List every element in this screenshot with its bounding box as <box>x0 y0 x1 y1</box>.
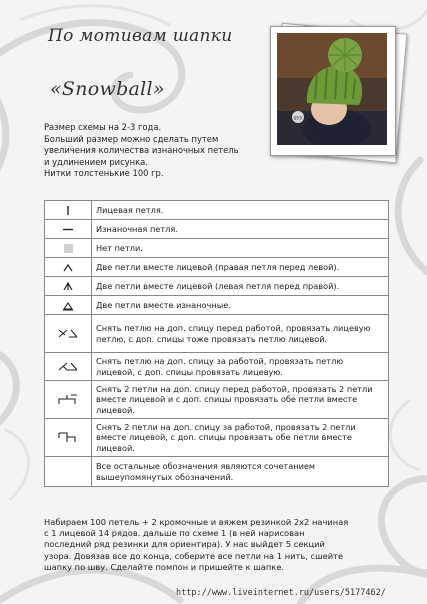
title-line-2: «Snowball» <box>50 78 165 100</box>
intro-line: Размер схемы на 2-3 года. <box>44 122 162 132</box>
cable-front-1-icon <box>57 328 79 339</box>
cable-front-2-icon <box>57 394 79 405</box>
legend-row <box>45 201 389 220</box>
instructions-line: с 1 лицевой 14 рядов. дальше по схеме 1 (в ней нарисован <box>44 528 305 539</box>
intro-line: и удлинением рисунка. <box>44 156 148 167</box>
legend-text: Снять петлю на доп. спицу за работой, провязать петлю лицевой, с доп. спицы провязать лицевую. <box>92 353 389 381</box>
instructions-line: Набираем 100 петель + 2 кромочные и вяжем резинкой 2х2 начиная <box>44 517 349 527</box>
legend-symbol-cell <box>45 419 92 457</box>
legend-symbol-cell <box>45 457 92 487</box>
photo-frame <box>268 24 408 164</box>
hat-photo <box>277 33 387 145</box>
legend-row <box>45 277 389 296</box>
legend-row <box>45 353 389 381</box>
legend-symbol-cell <box>45 381 92 419</box>
photo-badge: gyy <box>293 115 303 121</box>
legend-symbol-cell <box>45 258 92 277</box>
legend-symbol-cell <box>45 201 92 220</box>
instructions-line: шапку по шву. Сделайте помпон и пришейте к шапке. <box>44 561 285 572</box>
instructions-text <box>44 517 394 573</box>
photo-frame-front <box>270 26 396 156</box>
legend-text: Все остальные обозначения являются сочетанием вышеупомянутых обозначений. <box>92 457 389 487</box>
legend-text: Снять 2 петли на доп. спицу перед работой, провязать 2 петли вместе лицевой и с доп. спицы провязать обе петли вместе лицевой. <box>92 381 389 419</box>
intro-text <box>44 122 274 180</box>
legend-symbol-cell <box>45 220 92 239</box>
legend-symbol-cell <box>45 315 92 353</box>
legend-text: Нет петли. <box>92 239 389 258</box>
k2tog-right-icon <box>62 262 74 273</box>
cable-back-1-icon <box>57 361 79 372</box>
intro-line: увеличения количества изнаночных петель <box>44 145 239 156</box>
child-in-hat-illustration <box>277 33 387 145</box>
title-line-1: По мотивам шапки <box>48 26 233 46</box>
legend-row <box>45 220 389 239</box>
legend-symbol-cell <box>45 296 92 315</box>
legend-text: Две петли вместе изнаночные. <box>92 296 389 315</box>
legend-row <box>45 315 389 353</box>
legend-text: Изнаночная петля. <box>92 220 389 239</box>
legend-symbol-cell <box>45 239 92 258</box>
no-stitch-icon <box>63 243 74 254</box>
legend-row <box>45 258 389 277</box>
instructions-line: узора. Довязав все до конца, соберите все петли на 1 нить, сшейте <box>44 550 344 561</box>
purl-icon <box>61 224 75 235</box>
legend-row <box>45 296 389 315</box>
legend-symbol-cell <box>45 353 92 381</box>
intro-line: Нитки толстенькие 100 гр. <box>44 168 164 179</box>
cable-back-2-icon <box>57 432 79 443</box>
instructions-line: последний ряд резинки для ориентира). У нас выйдет 5 секций <box>44 539 325 550</box>
legend-row <box>45 419 389 457</box>
legend-text: Лицевая петля. <box>92 201 389 220</box>
legend-text: Две петли вместе лицевой (левая петля перед правой). <box>92 277 389 296</box>
legend-table <box>44 200 389 487</box>
legend-row <box>45 381 389 419</box>
k2tog-left-icon <box>62 281 74 292</box>
legend-text: Две петли вместе лицевой (правая петля перед левой). <box>92 258 389 277</box>
legend-row <box>45 239 389 258</box>
knit-icon <box>63 205 73 216</box>
legend-row <box>45 457 389 487</box>
legend-text: Снять петлю на доп. спицу перед работой, провязать лицевую петлю, с доп. спицы тоже провязать петлю лицевой. <box>92 315 389 353</box>
legend-text: Снять 2 петли на доп. спицу за работой, провязать 2 петли вместе лицевой, с доп. спицы провязать обе петли вместе лицевой. <box>92 419 389 457</box>
p2tog-icon <box>62 300 74 311</box>
legend-symbol-cell <box>45 277 92 296</box>
intro-line: Больший размер можно сделать путем <box>44 133 219 144</box>
source-url: http://www.liveinternet.ru/users/5177462/ <box>176 588 386 598</box>
